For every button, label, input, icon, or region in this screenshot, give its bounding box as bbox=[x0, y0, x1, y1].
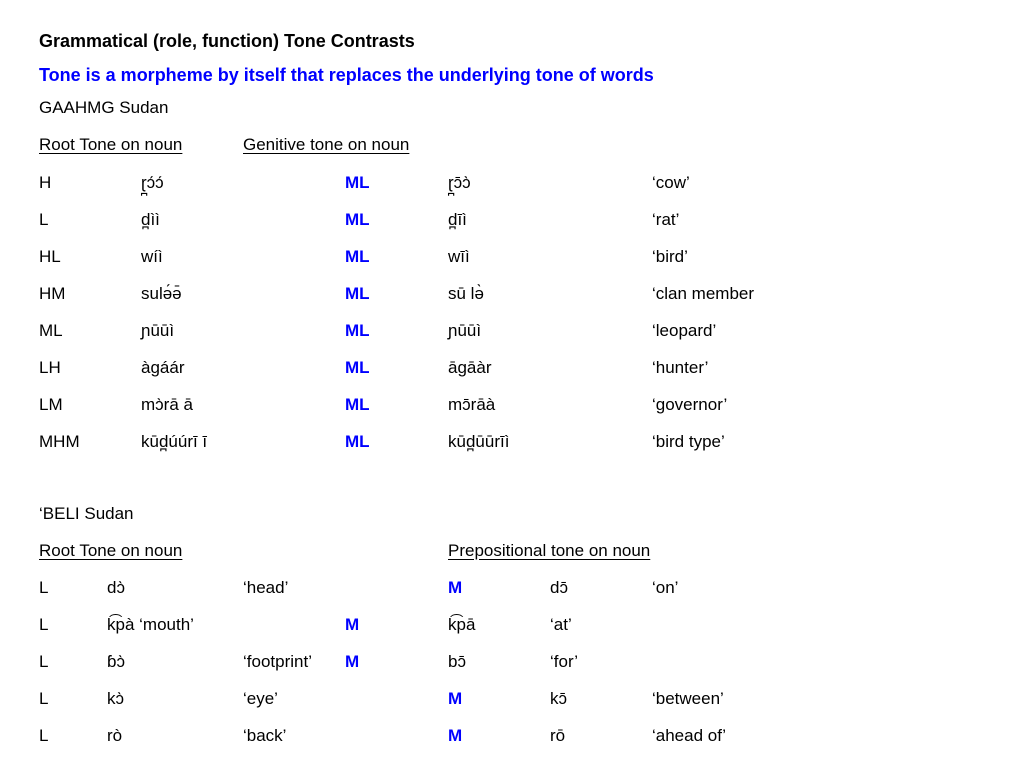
section1-row-genitive: mɔ̄rāà bbox=[448, 395, 496, 414]
section1-row-root: wíì bbox=[141, 247, 163, 266]
section2-row-pattern: M bbox=[448, 689, 463, 708]
section1-row-root: d̪ìì bbox=[141, 210, 160, 229]
section1-row-tone: ML bbox=[39, 321, 63, 340]
section1-row-root: mɔ̀rā ā bbox=[141, 395, 193, 414]
section2-row-pattern: M bbox=[345, 652, 360, 671]
section1-row-pattern: ML bbox=[345, 284, 370, 303]
section2-row-gloss: ‘head’ bbox=[243, 578, 289, 597]
section1-row-gloss: ‘clan member bbox=[652, 284, 755, 303]
section2-row-prep: rō bbox=[550, 726, 566, 745]
section1-row-root: ɲūūì bbox=[141, 321, 175, 340]
section1-row-pattern: ML bbox=[345, 173, 370, 192]
section2-row-tone: L bbox=[39, 726, 49, 745]
section2-row-prep_gloss: ‘at’ bbox=[550, 615, 572, 634]
section1-row-pattern: ML bbox=[345, 321, 370, 340]
section1-row-tone: HM bbox=[39, 284, 66, 303]
page-title: Grammatical (role, function) Tone Contrasts bbox=[39, 31, 415, 51]
section1-row-root: ɽ̪ɔ́ɔ́ bbox=[141, 173, 164, 192]
section2-header-prep: Prepositional tone on noun bbox=[448, 541, 651, 560]
section2-row-tone: L bbox=[39, 578, 49, 597]
section1-row-genitive: ɲūūì bbox=[448, 321, 482, 340]
section1-row-gloss: ‘governor’ bbox=[652, 395, 728, 414]
section2-row-tone: L bbox=[39, 689, 49, 708]
section1-row-root: àgáár bbox=[141, 358, 185, 377]
section2-language: ‘BELI Sudan bbox=[39, 504, 134, 523]
section2-row-prep_gloss: ‘ahead of’ bbox=[652, 726, 727, 745]
section1-row-pattern: ML bbox=[345, 358, 370, 377]
section1-row-pattern: ML bbox=[345, 432, 370, 451]
section1-row-gloss: ‘bird type’ bbox=[652, 432, 725, 451]
section1-row-tone: L bbox=[39, 210, 49, 229]
section2-row-tone: L bbox=[39, 652, 49, 671]
section2-row-tone: L bbox=[39, 615, 49, 634]
section2-row-root: k͡pà ‘mouth’ bbox=[107, 615, 194, 634]
section1-row-root: sulə́ə̄ bbox=[141, 284, 182, 303]
section2-row-root: rò bbox=[107, 726, 123, 745]
section1-row-gloss: ‘rat’ bbox=[652, 210, 680, 229]
section2-row-prep_gloss: ‘for’ bbox=[550, 652, 579, 671]
section1-row-tone: MHM bbox=[39, 432, 80, 451]
section1-row-pattern: ML bbox=[345, 247, 370, 266]
section1-row-tone: HL bbox=[39, 247, 61, 266]
section2-header-root: Root Tone on noun bbox=[39, 541, 183, 560]
section2-row-root: ɓɔ̀ bbox=[107, 652, 125, 671]
section2-row-prep: bɔ̄ bbox=[448, 652, 466, 671]
section1-row-genitive: āgāàr bbox=[448, 358, 492, 377]
section2-row-root: kɔ̀ bbox=[107, 689, 124, 708]
section2-row-prep: k͡pā bbox=[448, 615, 476, 634]
section2-row-root: dɔ̀ bbox=[107, 578, 125, 597]
section1-row-genitive: kūd̪ūūrīì bbox=[448, 432, 510, 451]
section1-language: GAAHMG Sudan bbox=[39, 98, 169, 117]
section2-row-pattern: M bbox=[448, 578, 463, 597]
section1-row-pattern: ML bbox=[345, 210, 370, 229]
section1-row-gloss: ‘cow’ bbox=[652, 173, 690, 192]
section2-row-pattern: M bbox=[345, 615, 360, 634]
section1-row-gloss: ‘hunter’ bbox=[652, 358, 709, 377]
section1-header-genitive: Genitive tone on noun bbox=[243, 135, 410, 154]
section1-row-tone: LH bbox=[39, 358, 61, 377]
section1-row-root: kūd̪úúrī ī bbox=[141, 432, 208, 451]
section1-header-root: Root Tone on noun bbox=[39, 135, 183, 154]
section1-row-genitive: d̪īì bbox=[448, 210, 467, 229]
section2-row-gloss: ‘back’ bbox=[243, 726, 287, 745]
section2-row-prep_gloss: ‘between’ bbox=[652, 689, 724, 708]
section1-row-genitive: sū lə̀ bbox=[448, 284, 484, 303]
section2-row-prep: kɔ̄ bbox=[550, 689, 567, 708]
section2-row-gloss: ‘footprint’ bbox=[243, 652, 312, 671]
section1-row-pattern: ML bbox=[345, 395, 370, 414]
page-subtitle: Tone is a morpheme by itself that replaces the underlying tone of words bbox=[39, 65, 654, 85]
section1-row-gloss: ‘leopard’ bbox=[652, 321, 717, 340]
section1-row-tone: H bbox=[39, 173, 52, 192]
section1-row-genitive: wīì bbox=[448, 247, 470, 266]
section1-row-gloss: ‘bird’ bbox=[652, 247, 688, 266]
section2-row-prep: dɔ̄ bbox=[550, 578, 568, 597]
section2-row-gloss: ‘eye’ bbox=[243, 689, 278, 708]
section2-row-prep_gloss: ‘on’ bbox=[652, 578, 679, 597]
section1-row-genitive: ɽ̪ɔ̄ɔ̀ bbox=[448, 173, 471, 192]
section1-row-tone: LM bbox=[39, 395, 63, 414]
section2-row-pattern: M bbox=[448, 726, 463, 745]
